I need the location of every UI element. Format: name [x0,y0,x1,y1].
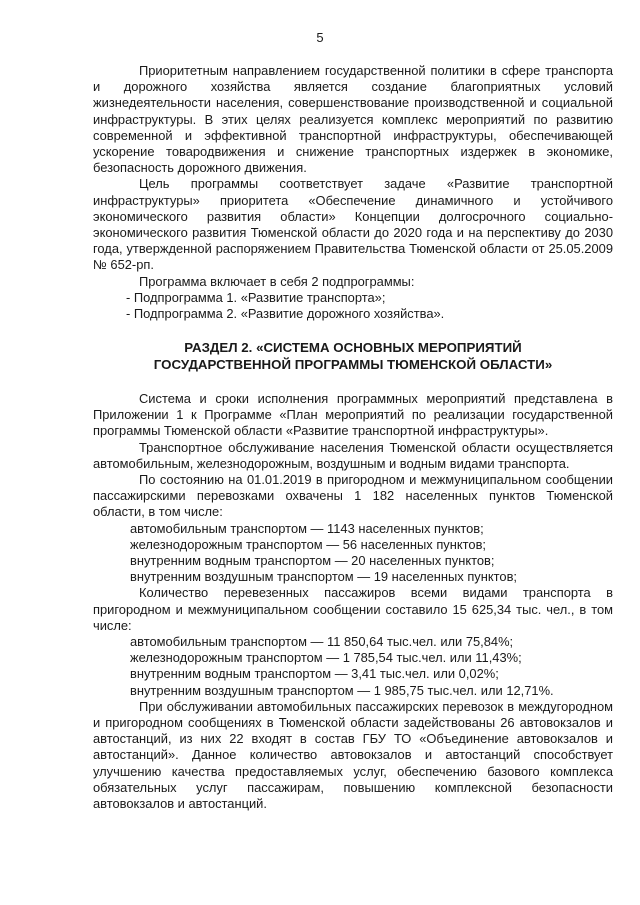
section-paragraph-1: Система и сроки исполнения программных мероприятий представлена в Приложении 1 к Программе «План мероприятий по реализации государственной программы Тюменской области «Развитие транспортной инфраструктуры». [93,391,613,439]
section-title-line-1: РАЗДЕЛ 2. «СИСТЕМА ОСНОВНЫХ МЕРОПРИЯТИЙ [184,340,522,355]
list-item: железнодорожным транспортом — 1 785,54 тыс.чел. или 11,43%; [130,650,522,666]
list-item: внутренним водным транспортом — 3,41 тыс.чел. или 0,02%; [130,666,499,682]
list-item: железнодорожным транспортом — 56 населенных пунктов; [130,536,487,552]
subprogram-1: - Подпрограмма 1. «Развитие транспорта»; [126,289,386,305]
section-title-line-2: ГОСУДАРСТВЕННОЙ ПРОГРАММЫ ТЮМЕНСКОЙ ОБЛАСТИ» [153,357,553,372]
intro-block [93,63,613,322]
list-item: внутренним воздушным транспортом — 19 населенных пунктов; [130,569,518,585]
section-body [93,391,613,812]
section-paragraph-3: По состоянию на 01.01.2019 в пригородном и межмуниципальном сообщении пассажирскими перевозками охвачены 1 182 населенных пунктов Тюменской области, в том числе: [93,472,613,520]
intro-paragraph-1: Приоритетным направлением государственной политики в сфере транспорта и дорожного хозяйства является создание благоприятных условий жизнедеятельности населения, совершенствование производственной и социальной инфраструктуры. В этих целях реализуется комплекс мероприятий по развитию современной и эффективной транспортной инфраструктуры, обеспечивающей ускорение товародвижения и снижение транспортных издержек в экономике, безопасность дорожного движения. [93,63,613,176]
section-heading [93,339,613,373]
list-item: внутренним воздушным транспортом — 1 985,75 тыс.чел. или 12,71%. [130,682,554,698]
subprogram-2: - Подпрограмма 2. «Развитие дорожного хозяйства». [126,306,445,322]
page-number: 5 [316,30,324,45]
list-item: внутренним водным транспортом — 20 населенных пунктов; [130,553,495,569]
section-paragraph-2: Транспортное обслуживание населения Тюменской области осуществляется автомобильным, железнодорожным, воздушным и водным видами транспорта. [93,439,613,471]
list-item: автомобильным транспортом — 11 850,64 тыс.чел. или 75,84%; [130,634,514,650]
list-item: автомобильным транспортом — 1143 населенных пунктов; [130,520,484,536]
settlements-list [93,521,613,586]
passengers-list [93,634,613,699]
section-paragraph-5: При обслуживании автомобильных пассажирских перевозок в междугородном и пригородном сообщениях в Тюменской области задействованы 26 автовокзалов и автостанций, из них 22 входят в состав ГБУ ТО «Объединение автовокзалов и автостанций». Данное количество автовокзалов и автостанций способствует улучшению качества предоставляемых услуг, обеспечению базового комплекса обязательных услуг пассажирам, повышению комплексной безопасности автовокзалов и автостанций. [93,698,613,812]
section-paragraph-4: Количество перевезенных пассажиров всеми видами транспорта в пригородном и межмуниципальном сообщении составило 15 625,34 тыс. чел., в том числе: [93,585,613,633]
intro-paragraph-2: Цель программы соответствует задаче «Развитие транспортной инфраструктуры» приоритета «Обеспечение динамичного и устойчивого экономического развития области» Концепции долгосрочного социально-экономического развития Тюменской области до 2020 года и на перспективу до 2030 года, утвержденной распоряжением Правительства Тюменской области от 25.05.2009 № 652-рп. [93,176,613,273]
intro-paragraph-3: Программа включает в себя 2 подпрограммы: [139,273,415,289]
